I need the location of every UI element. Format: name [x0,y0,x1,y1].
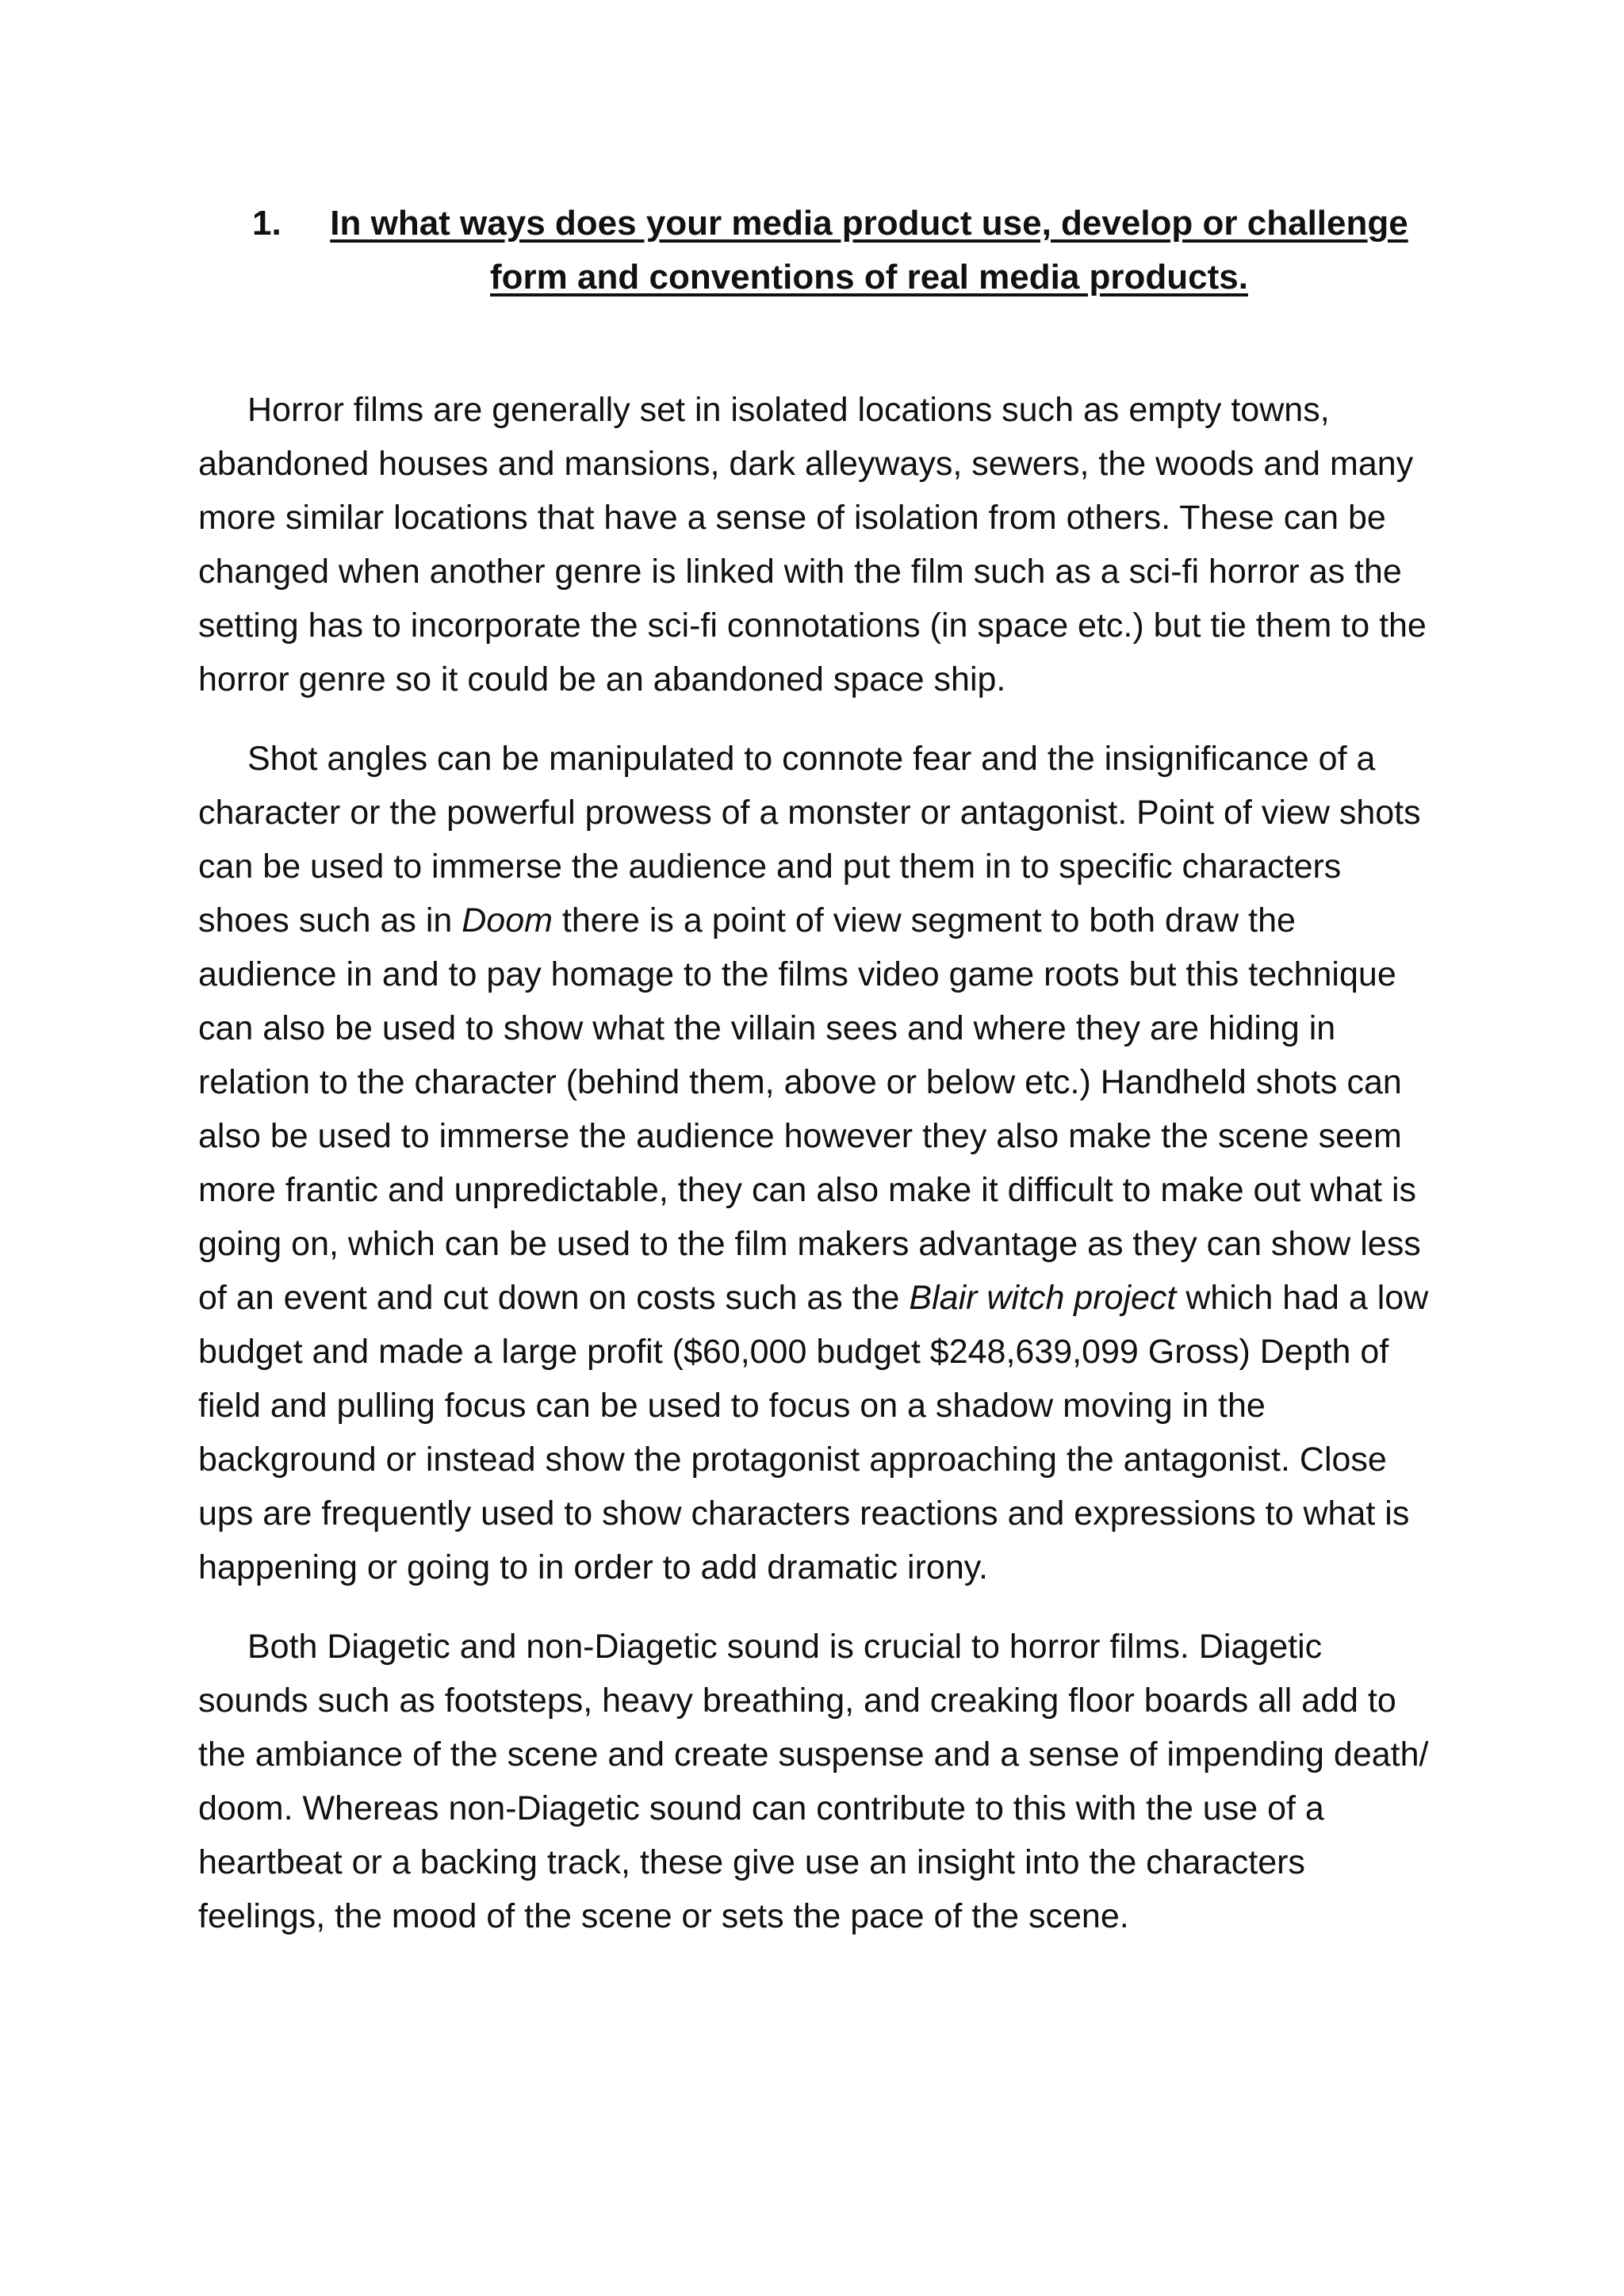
paragraph-sound: Both Diagetic and non-Diagetic sound is crucial to horror films. Diagetic sounds such as footsteps, heavy breathing, and creaking floor boards all add to the ambiance of the scene and create suspense and a sense of impending death/ doom. Whereas non-Diagetic sound can contribute to this with the use of a heartbeat or a backing track, these give use an insight into the characters feelings, the mood of the scene or sets the pace of the scene. [198,1628,1429,1935]
paragraph-text: there is a point of view segment to both draw the audience in and to pay homage to the films video game roots but this technique can also be used to show what the villain sees and where they are hiding in relation to the character (behind them, above or below etc.) Handheld shots can also be used to immerse the audience however they also make the scene seem more frantic and unpredictable, they can also make it difficult to make out what is going on, which can be used to the film makers advantage as they can show less of an event and cut down on costs such as the [198,901,1421,1317]
paragraph-text: Shot angles can be manipulated to connote fear and the insignificance of a character or the powerful prowess of a monster or antagonist. Point of view shots can be used to immerse the audience and put them in to specific characters shoes such as in [198,740,1421,939]
paragraph-setting: Horror films are generally set in isolated locations such as empty towns, abandoned houses and mansions, dark alleyways, sewers, the woods and many more similar locations that have a sense of isolation from others. These can be changed when another genre is linked with the film such as a sci-fi horror as the setting has to incorporate the sci-fi connotations (in space etc.) but tie them to the horror genre so it could be an abandoned space ship. [198,391,1427,698]
answer-body [198,383,1435,1943]
question-heading [252,197,1434,304]
paragraph-text: which had a low budget and made a large profit ($60,000 budget $248,639,099 Gross) Depth of field and pulling focus can be used to focus on a shadow moving in the background or instead show the protagonist approaching the antagonist. Close ups are frequently used to show characters reactions and expressions to what is happening or going to in order to add dramatic irony. [198,1279,1429,1586]
film-title-blair-witch: Blair witch project [909,1279,1177,1317]
paragraph-camera [198,732,1435,1594]
film-title-doom: Doom [462,901,553,939]
question-number: 1. [252,204,282,243]
question-title: In what ways does your media product use, develop or challenge form and conventions of real media products. [330,204,1408,297]
